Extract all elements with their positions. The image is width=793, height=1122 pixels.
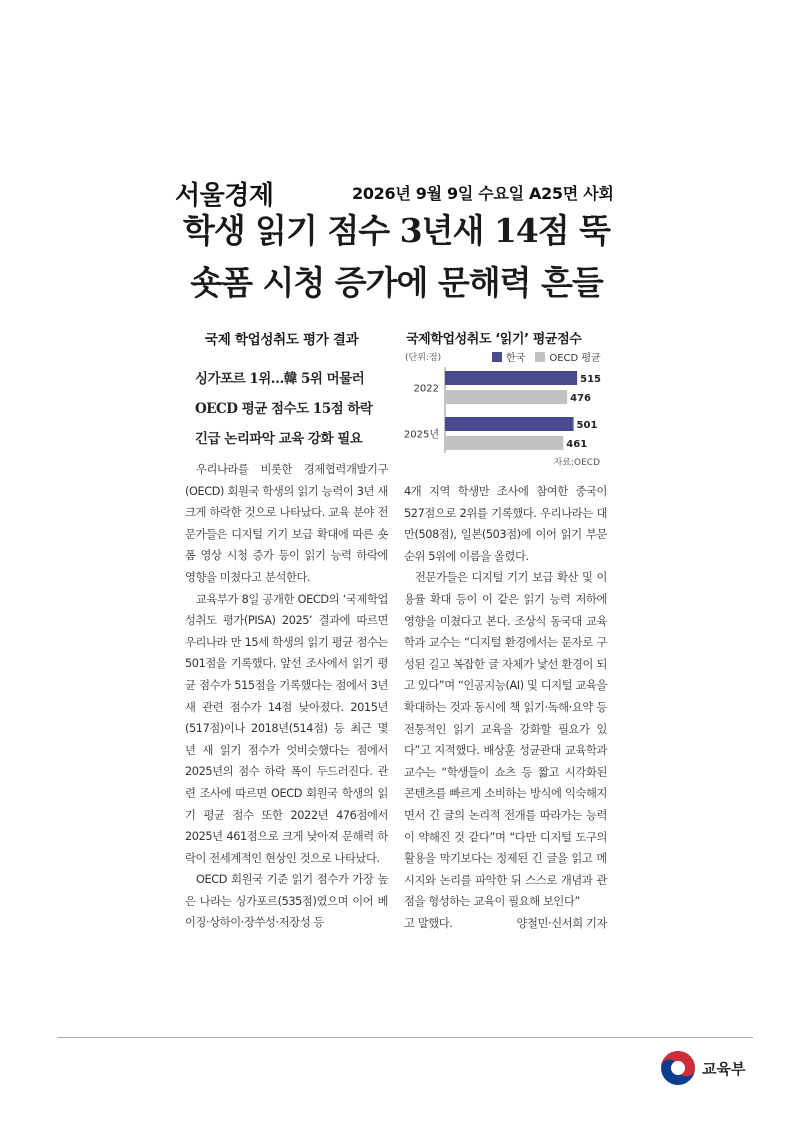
bar bbox=[445, 417, 574, 431]
closing-text: 고 말했다. bbox=[404, 916, 453, 930]
paragraph: 4개 지역 학생만 조사에 참여한 중국이 527점으로 2위를 기록했다. 우리나라는 대만(508점), 일본(503점)에 이어 읽기 부문 순위 5위에 이름을 올렸다. bbox=[404, 485, 607, 563]
paragraph: 우리나라를 비롯한 경제협력개발기구(OECD) 회원국 학생의 읽기 능력이 3년 새 크게 하락한 것으로 나타났다. 교육 분야 전문가들은 디지털 기기 보급 확대에 따른 숏폼 영상 시청 증가 등이 읽기 능력 하락에 영향을 미쳤다고 분석한다. bbox=[185, 463, 388, 584]
dateline: 2026년 9월 9일 수요일 A25면 사회 bbox=[352, 184, 614, 203]
legend-swatch-korea bbox=[492, 352, 502, 362]
byline: 양철민·신서희 기자 bbox=[516, 916, 607, 930]
newspaper-name: 서울경제 bbox=[175, 181, 274, 211]
legend-swatch-oecd bbox=[535, 352, 545, 362]
headline-line-1: 학생 읽기 점수 3년새 14점 뚝 bbox=[182, 211, 611, 250]
subhead-2: OECD 평균 점수도 15점 하락 bbox=[195, 401, 373, 417]
chart-unit-label: (단위:점) bbox=[405, 353, 442, 363]
subhead-1: 싱가포르 1위…韓 5위 머물러 bbox=[195, 371, 365, 387]
headline-line-2: 숏폼 시청 증가에 문해력 흔들 bbox=[190, 263, 603, 302]
chart-source: 자료:OECD bbox=[553, 458, 600, 468]
paragraph-last bbox=[404, 913, 607, 935]
ministry-name: 교육부 bbox=[702, 1060, 746, 1078]
chart-legend bbox=[492, 349, 601, 364]
paragraph: 교육부가 8일 공개한 OECD의 ‘국제학업성취도 평가(PISA) 2025’ 결과에 따르면 우리나라 만 15세 학생의 읽기 평균 점수는 501점을 기록했다. 앞선 조사에서 읽기 평균 점수가 515점을 기록했다는 점에서 3년 새 관련 점수가 14점 낮아졌다. 2015년(517점)이나 2018년(514점) 등 최근 몇 년 새 읽기 점수가 엇비슷했다는 점에서 2025년의 점수 하락 폭이 두드러진다. 관련 조사에 따르면 OECD 회원국 학생의 읽기 평균 점수 또한 2022년 476점에서 2025년 461점으로 크게 낮아져 문해력 하락이 전세계적인 현상인 것으로 나타났다. bbox=[185, 592, 388, 865]
legend-label-korea: 한국 bbox=[506, 353, 526, 364]
subhead-3: 긴급 논리파악 교육 강화 필요 bbox=[195, 431, 363, 447]
kicker: 국제 학업성취도 평가 결과 bbox=[205, 332, 359, 348]
paragraph: 전문가들은 디지털 기기 보급 확산 및 이용률 확대 등이 이 같은 읽기 능력 저하에 영향을 미쳤다고 본다. 조상식 동국대 교육학과 교수는 “디지털 환경에서는 문자로 구성된 길고 복잡한 글 자체가 낯선 환경이 되고 있다”며 “인공지능(AI) 및 디지털 교육을 확대하는 것과 동시에 책 읽기·독해·요약 등 전통적인 읽기 교육을 강화할 필요가 있다”고 지적했다. 배상훈 성균관대 교육학과 교수는 “학생들이 쇼츠 등 짧고 시각화된 콘텐츠를 빠르게 소비하는 방식에 익숙해지면서 긴 글의 논리적 전개를 따라가는 능력이 약해진 것 같다”며 “다만 디지털 도구의 활용을 막기보다는 정제된 긴 글을 읽고 메시지와 논리를 파악한 뒤 스스로 개념과 관점을 형성하는 교육이 필요해 보인다” bbox=[404, 571, 607, 909]
bar bbox=[445, 390, 567, 404]
data-label: 476 bbox=[570, 393, 592, 404]
data-label: 515 bbox=[580, 374, 602, 385]
bar bbox=[445, 436, 563, 450]
chart-plot bbox=[398, 365, 610, 455]
legend-label-oecd: OECD 평균 bbox=[549, 353, 601, 364]
chart bbox=[398, 325, 610, 468]
taegeuk-logo-icon bbox=[660, 1050, 696, 1086]
footer-divider bbox=[58, 1037, 753, 1038]
chart-title: 국제학업성취도 ‘읽기’ 평균점수 bbox=[406, 332, 582, 347]
bar bbox=[445, 371, 577, 385]
category-label: 2025년 bbox=[403, 429, 439, 441]
article-column-1 bbox=[185, 459, 388, 934]
article-column-2 bbox=[404, 481, 607, 934]
data-label: 501 bbox=[576, 420, 598, 431]
paragraph: OECD 회원국 기준 읽기 점수가 가장 높은 나라는 싱가포르(535점)였으며 이어 베이징·상하이·장쑤성·저장성 등 bbox=[185, 873, 388, 930]
category-label: 2022 bbox=[413, 383, 439, 395]
data-label: 461 bbox=[566, 439, 588, 450]
